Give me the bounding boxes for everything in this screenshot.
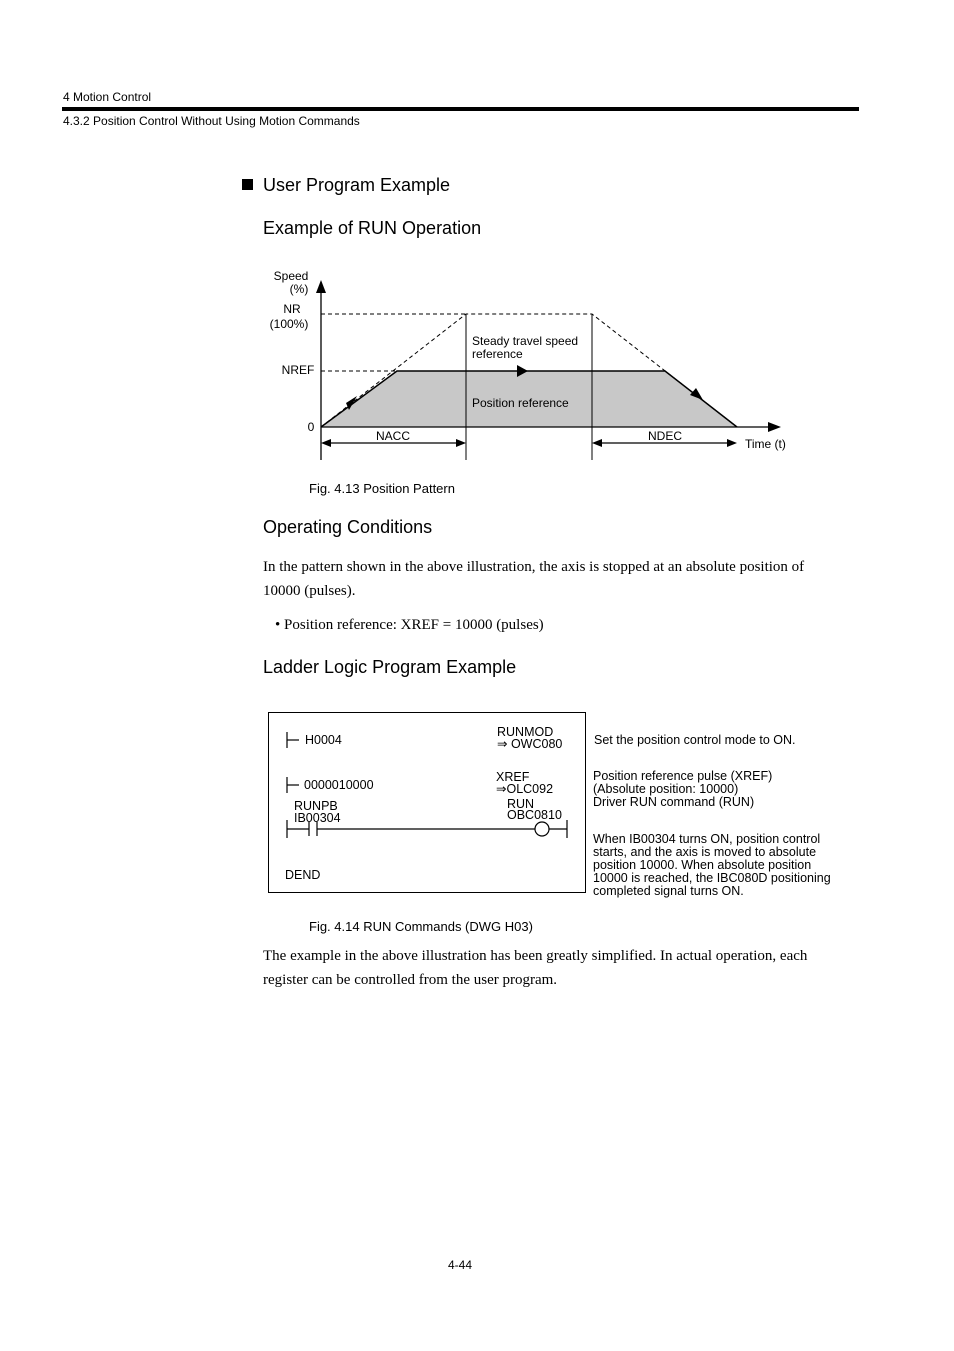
operating-conditions-heading: Operating Conditions xyxy=(263,517,433,537)
ndec-left-arrow-icon xyxy=(592,439,602,447)
paragraph-line: In the pattern shown in the above illustration, the axis is stopped at an absolute position of xyxy=(263,559,805,575)
speed-label: Speed xyxy=(273,269,309,283)
steady-speed-label: Steady travel speed xyxy=(472,334,579,348)
note-line: (Absolute position: 10000) xyxy=(593,782,739,796)
nacc-left-arrow-icon xyxy=(321,439,331,447)
figure-caption-4-13: Fig. 4.13 Position Pattern xyxy=(309,481,455,496)
row2-source: 0000010000 xyxy=(304,778,374,792)
row1-dest-name: RUNMOD xyxy=(497,725,554,739)
note-line: completed signal turns ON. xyxy=(593,884,744,898)
coil-name: RUN xyxy=(507,797,535,811)
nr-percent-label: (100%) xyxy=(269,317,309,331)
note-line: position 10000. When absolute position xyxy=(593,858,812,872)
coil-icon xyxy=(535,822,549,836)
note-position-mode: Set the position control mode to ON. xyxy=(594,733,796,747)
note-line: When IB00304 turns ON, position control xyxy=(593,832,821,846)
note-line: 10000 is reached, the IBC080D positioning xyxy=(593,871,831,885)
coil-register: OBC0810 xyxy=(507,808,562,822)
dend-label: DEND xyxy=(285,868,321,882)
operating-conditions-paragraph xyxy=(263,555,863,603)
ndec-label: NDEC xyxy=(647,429,683,443)
steady-speed-label-2: reference xyxy=(472,347,523,361)
section-title-text: User Program Example xyxy=(263,175,451,195)
note-xref xyxy=(593,770,772,809)
note-line: Driver RUN command (RUN) xyxy=(593,795,755,809)
row1-dest-reg: ⇒ OWC080 xyxy=(497,737,563,751)
position-reference-bullet xyxy=(275,613,544,637)
note-line: starts, and the axis is moved to absolute xyxy=(593,845,817,859)
time-label: Time (t) xyxy=(745,437,786,451)
ndec-right-arrow-icon xyxy=(727,439,737,447)
row2-dest-reg: ⇒OLC092 xyxy=(496,782,554,796)
run-example-heading: Example of RUN Operation xyxy=(263,218,482,238)
time-axis-arrow-icon xyxy=(768,422,781,432)
nr-label: NR xyxy=(283,302,301,316)
closing-paragraph xyxy=(263,944,863,992)
position-pattern-figure xyxy=(0,0,954,520)
figure-caption-4-14: Fig. 4.14 RUN Commands (DWG H03) xyxy=(309,919,533,934)
bullet-text: Position reference: XREF = 10000 (pulses) xyxy=(284,617,544,633)
ladder-heading: Ladder Logic Program Example xyxy=(263,657,517,677)
row2-dest-name: XREF xyxy=(496,770,530,784)
paragraph-line: register can be controlled from the user program. xyxy=(263,972,558,988)
nacc-label: NACC xyxy=(375,429,411,443)
page-number: 4-44 xyxy=(448,1258,473,1272)
speed-unit-label: (%) xyxy=(289,282,309,296)
row1-source: H0004 xyxy=(305,733,342,747)
nref-label: NREF xyxy=(281,363,315,377)
nacc-right-arrow-icon xyxy=(456,439,466,447)
origin-label: 0 xyxy=(307,420,315,434)
contact-name: RUNPB xyxy=(294,799,338,813)
speed-axis-arrow-icon xyxy=(316,280,326,293)
note-run xyxy=(593,833,831,898)
contact-register: IB00304 xyxy=(294,811,341,825)
bullet-dot-icon: • xyxy=(275,617,285,633)
note-line: Position reference pulse (XREF) xyxy=(593,769,773,783)
position-reference-label: Position reference xyxy=(472,396,569,410)
paragraph-line: 10000 (pulses). xyxy=(263,583,356,599)
section-header: 4.3.2 Position Control Without Using Motion Commands xyxy=(63,114,360,128)
chapter-header: 4 Motion Control xyxy=(63,90,152,104)
paragraph-line: The example in the above illustration has been greatly simplified. In actual operation, each xyxy=(263,948,808,964)
